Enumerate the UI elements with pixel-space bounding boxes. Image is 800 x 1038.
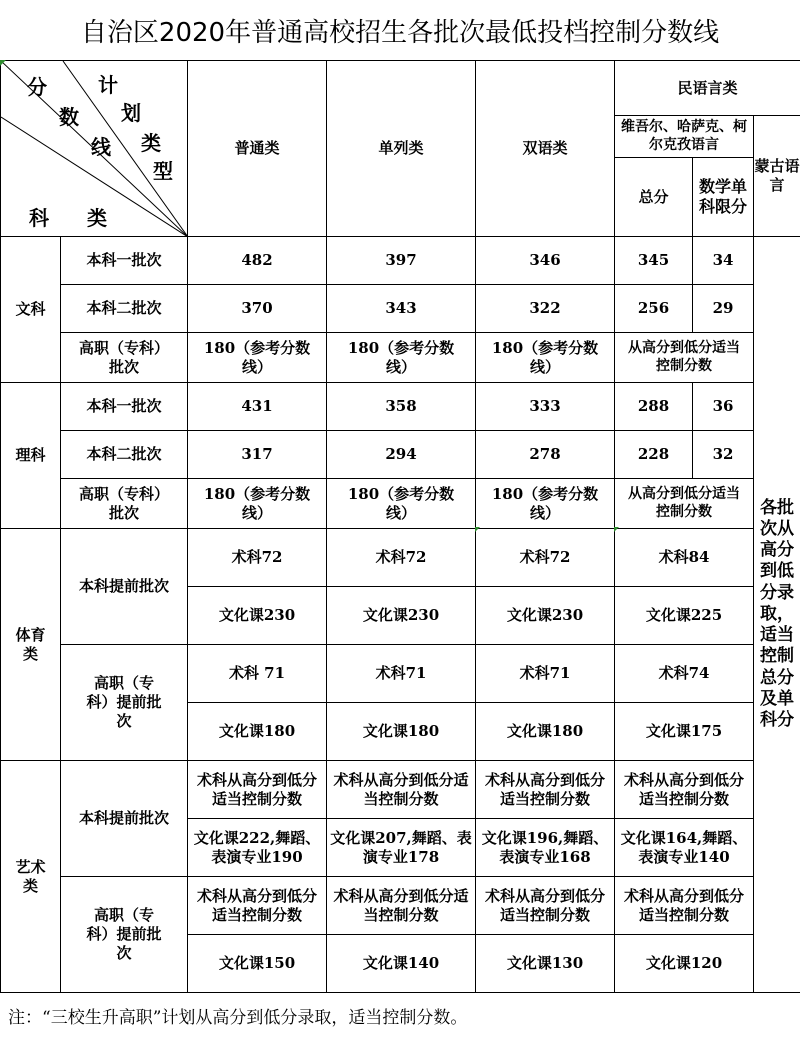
diag-char: 分 bbox=[27, 75, 47, 99]
score-cell: 36 bbox=[693, 383, 754, 431]
diagonal-header-cell bbox=[1, 61, 188, 237]
batch-label: 高职（专科）提前批次 bbox=[61, 877, 188, 993]
score-cell: 术科84 bbox=[615, 529, 754, 587]
score-cell: 术科从高分到低分适当控制分数 bbox=[476, 877, 615, 935]
diag-char: 计 bbox=[98, 73, 118, 97]
score-cell: 文化课130 bbox=[476, 935, 615, 993]
diag-char: 数 bbox=[59, 105, 79, 129]
score-cell: 317 bbox=[188, 431, 327, 479]
col-header-shuangyu: 双语类 bbox=[476, 61, 615, 237]
score-cell: 术科 71 bbox=[188, 645, 327, 703]
col-header-zongfen: 总分 bbox=[615, 158, 693, 237]
score-cell: 文化课150 bbox=[188, 935, 327, 993]
score-cell: 文化课164,舞蹈、表演专业140 bbox=[615, 819, 754, 877]
score-cell: 文化课120 bbox=[615, 935, 754, 993]
diag-char: 类 bbox=[141, 131, 161, 155]
cell-marker-icon bbox=[475, 527, 480, 532]
score-cell: 术科从高分到低分适当控制分数 bbox=[615, 877, 754, 935]
col-header-danlie: 单列类 bbox=[327, 61, 476, 237]
score-cell: 文化课140 bbox=[327, 935, 476, 993]
score-cell: 文化课230 bbox=[188, 587, 327, 645]
score-cell: 术科从高分到低分适当控制分数 bbox=[188, 877, 327, 935]
batch-label: 本科二批次 bbox=[61, 285, 188, 333]
batch-label: 本科一批次 bbox=[61, 237, 188, 285]
batch-label: 高职（专科）批次 bbox=[61, 479, 188, 529]
subject-like: 理科 bbox=[1, 383, 61, 529]
subject-tiyu: 体育类 bbox=[1, 529, 61, 761]
col-header-weiwuer: 维吾尔、哈萨克、柯尔克孜语言 bbox=[615, 116, 754, 158]
score-cell: 文化课207,舞蹈、表演专业178 bbox=[327, 819, 476, 877]
score-cell: 29 bbox=[693, 285, 754, 333]
score-cell: 文化课175 bbox=[615, 703, 754, 761]
score-cell: 术科72 bbox=[476, 529, 615, 587]
score-cell: 180（参考分数线） bbox=[476, 333, 615, 383]
score-cell: 文化课180 bbox=[188, 703, 327, 761]
diag-char: 划 bbox=[121, 101, 141, 125]
col-header-putong: 普通类 bbox=[188, 61, 327, 237]
score-cell: 术科71 bbox=[476, 645, 615, 703]
score-cell: 文化课230 bbox=[327, 587, 476, 645]
score-cell: 322 bbox=[476, 285, 615, 333]
score-cell: 180（参考分数线） bbox=[476, 479, 615, 529]
score-cell: 术科74 bbox=[615, 645, 754, 703]
score-cell: 180（参考分数线） bbox=[188, 333, 327, 383]
subject-yishu: 艺术类 bbox=[1, 761, 61, 993]
score-cell: 术科从高分到低分适当控制分数 bbox=[476, 761, 615, 819]
score-cell: 术科72 bbox=[327, 529, 476, 587]
page-title: 自治区2020年普通高校招生各批次最低投档控制分数线 bbox=[80, 17, 720, 48]
score-cell: 228 bbox=[615, 431, 693, 479]
score-cell: 术科72 bbox=[188, 529, 327, 587]
score-cell: 32 bbox=[693, 431, 754, 479]
score-cell: 333 bbox=[476, 383, 615, 431]
col-header-menggu: 蒙古语言 bbox=[754, 116, 800, 237]
subject-wenke: 文科 bbox=[1, 237, 61, 383]
score-cell: 288 bbox=[615, 383, 693, 431]
menggu-note: 各批次从高分到低分录取，适当控制总分及单科分 bbox=[754, 237, 800, 993]
score-cell: 术科从高分到低分适当控制分数 bbox=[188, 761, 327, 819]
score-cell: 343 bbox=[327, 285, 476, 333]
score-cell: 术科从高分到低分适当控制分数 bbox=[615, 761, 754, 819]
score-cell: 34 bbox=[693, 237, 754, 285]
diag-char: 线 bbox=[91, 135, 111, 159]
score-cell: 482 bbox=[188, 237, 327, 285]
diag-char: 型 bbox=[153, 159, 173, 183]
score-cell: 346 bbox=[476, 237, 615, 285]
score-cell: 术科71 bbox=[327, 645, 476, 703]
score-cell: 文化课180 bbox=[476, 703, 615, 761]
score-cell: 278 bbox=[476, 431, 615, 479]
score-cell: 术科从高分到低分适当控制分数 bbox=[327, 761, 476, 819]
score-cell: 文化课180 bbox=[327, 703, 476, 761]
diag-char: 类 bbox=[87, 206, 107, 230]
batch-label: 本科一批次 bbox=[61, 383, 188, 431]
score-table bbox=[0, 60, 800, 993]
score-cell: 从高分到低分适当控制分数 bbox=[615, 333, 754, 383]
score-cell: 术科从高分到低分适当控制分数 bbox=[327, 877, 476, 935]
batch-label: 高职（专科）批次 bbox=[61, 333, 188, 383]
batch-label: 高职（专科）提前批次 bbox=[61, 645, 188, 761]
score-cell: 397 bbox=[327, 237, 476, 285]
footnote: 注：“三校生升高职”计划从高分到低分录取，适当控制分数。 bbox=[8, 1008, 468, 1028]
score-cell: 文化课196,舞蹈、表演专业168 bbox=[476, 819, 615, 877]
score-cell: 180（参考分数线） bbox=[327, 333, 476, 383]
cell-marker-icon bbox=[0, 60, 6, 66]
col-header-minyuyan: 民语言类 bbox=[615, 61, 800, 116]
score-cell: 180（参考分数线） bbox=[188, 479, 327, 529]
score-cell: 文化课225 bbox=[615, 587, 754, 645]
score-cell: 文化课222,舞蹈、表演专业190 bbox=[188, 819, 327, 877]
col-header-shuxue: 数学单科限分 bbox=[693, 158, 754, 237]
score-cell: 文化课230 bbox=[476, 587, 615, 645]
batch-label: 本科提前批次 bbox=[61, 761, 188, 877]
score-cell: 370 bbox=[188, 285, 327, 333]
score-cell: 从高分到低分适当控制分数 bbox=[615, 479, 754, 529]
score-cell: 256 bbox=[615, 285, 693, 333]
score-cell: 345 bbox=[615, 237, 693, 285]
batch-label: 本科提前批次 bbox=[61, 529, 188, 645]
score-cell: 431 bbox=[188, 383, 327, 431]
score-cell: 180（参考分数线） bbox=[327, 479, 476, 529]
score-cell: 294 bbox=[327, 431, 476, 479]
batch-label: 本科二批次 bbox=[61, 431, 188, 479]
score-cell: 358 bbox=[327, 383, 476, 431]
diag-char: 科 bbox=[29, 206, 49, 230]
cell-marker-icon bbox=[614, 527, 619, 532]
